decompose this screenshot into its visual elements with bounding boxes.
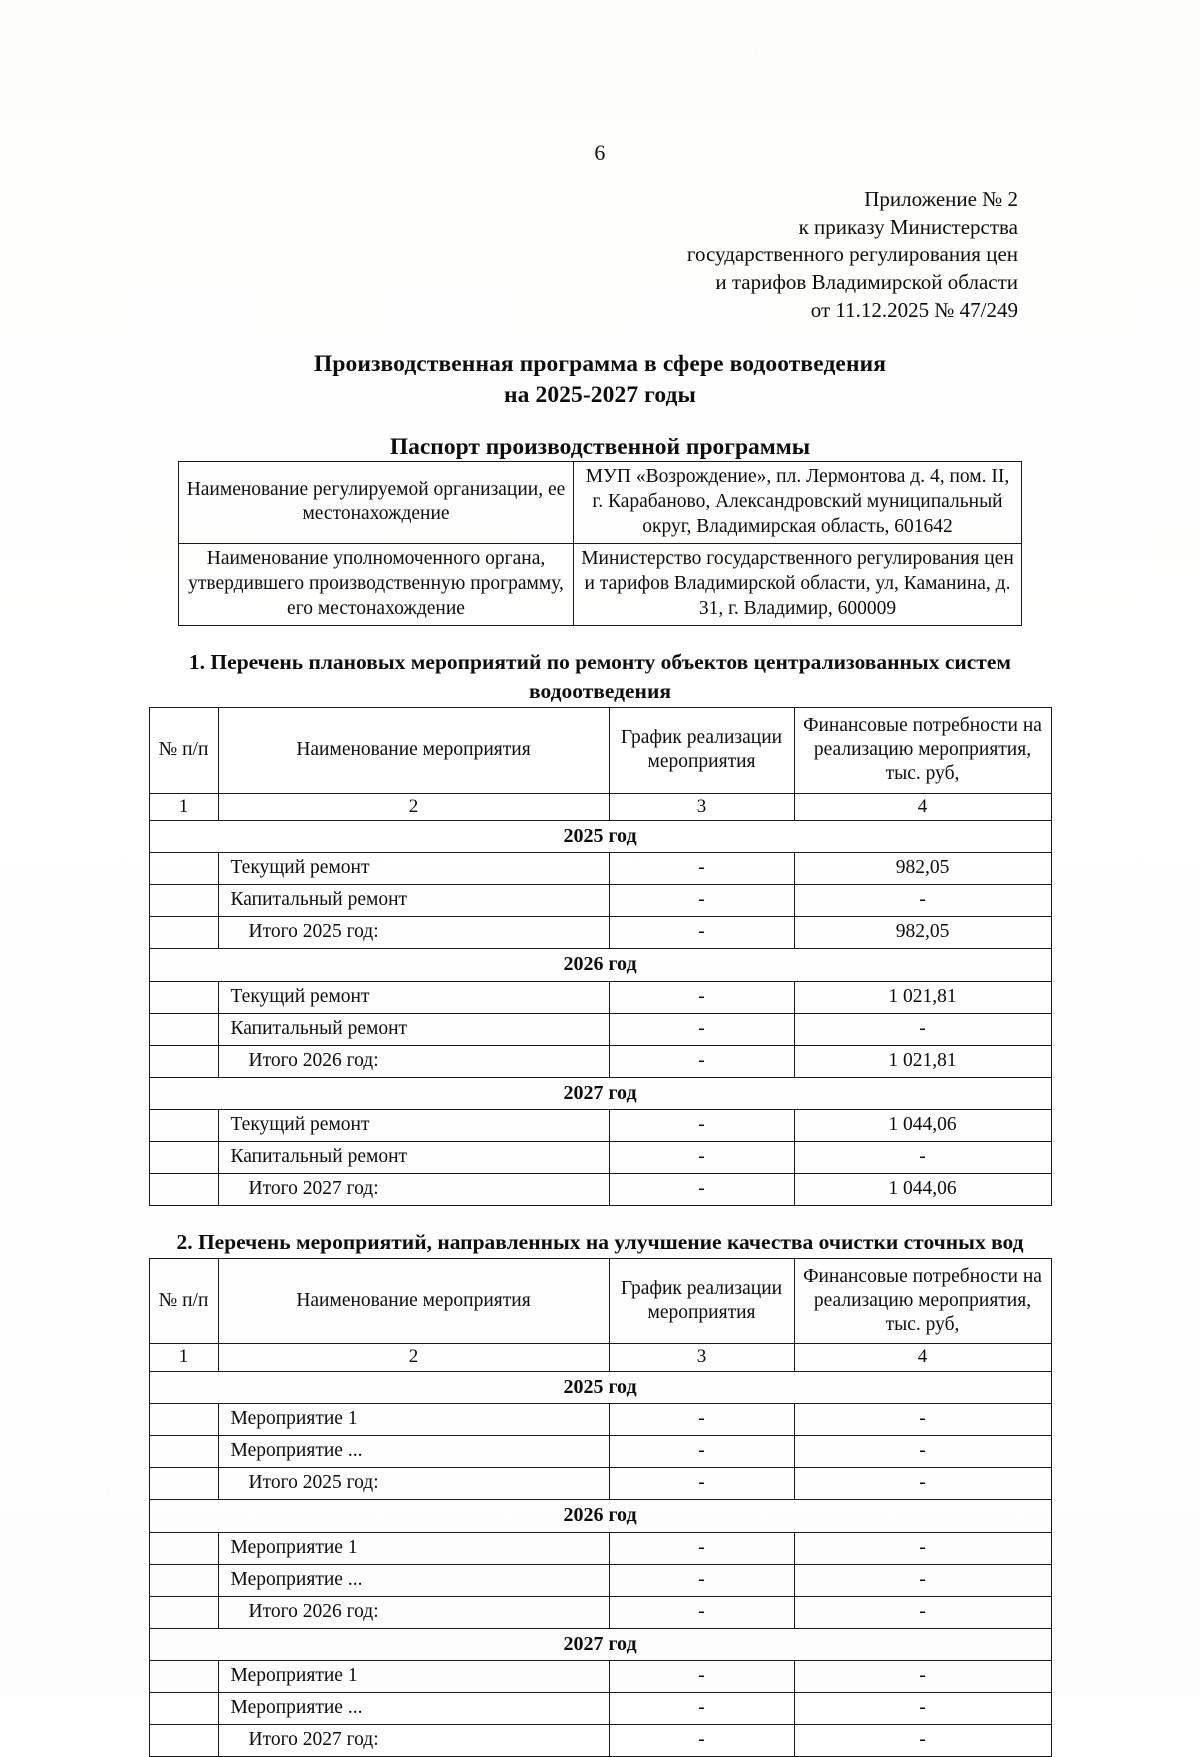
row-no bbox=[149, 885, 218, 917]
table-header-row bbox=[149, 1258, 1051, 1344]
row-finance: 1 044,06 bbox=[794, 1174, 1051, 1206]
table-row bbox=[149, 1532, 1051, 1564]
table-row bbox=[149, 1436, 1051, 1468]
column-header-finance: Финансовые потребности на реализацию мероприятия, тыс. руб, bbox=[794, 708, 1051, 794]
row-name: Мероприятие 1 bbox=[218, 1661, 609, 1693]
row-name: Итого 2027 год: bbox=[218, 1174, 609, 1206]
table-row bbox=[149, 885, 1051, 917]
row-no bbox=[149, 1725, 218, 1757]
table-row bbox=[149, 1110, 1051, 1142]
row-finance: - bbox=[794, 1532, 1051, 1564]
passport-label-organization: Наименование регулируемой организации, ее местонахождение bbox=[179, 462, 574, 544]
row-schedule: - bbox=[609, 853, 794, 885]
section-1-heading: 1. Перечень плановых мероприятий по ремонту объектов централизованных систем водоотведения bbox=[188, 649, 1012, 704]
row-finance: 1 021,81 bbox=[794, 1045, 1051, 1077]
table-row bbox=[149, 1693, 1051, 1725]
row-name: Капитальный ремонт bbox=[218, 1013, 609, 1045]
year-band-row bbox=[149, 820, 1051, 853]
section-1-table bbox=[149, 707, 1052, 1206]
row-name: Итого 2027 год: bbox=[218, 1725, 609, 1757]
passport-label-authority: Наименование уполномоченного органа, утвердившего производственную программу, его местонахождение bbox=[179, 543, 574, 625]
row-finance: 982,05 bbox=[794, 917, 1051, 949]
column-header-no: № п/п bbox=[149, 708, 218, 794]
column-header-schedule: График реализации мероприятия bbox=[609, 708, 794, 794]
year-label-2026: 2026 год bbox=[149, 949, 1051, 982]
row-schedule: - bbox=[609, 1468, 794, 1500]
row-name: Текущий ремонт bbox=[218, 853, 609, 885]
document-title-line-1: Производственная программа в сфере водоотведения bbox=[313, 350, 887, 377]
row-name: Мероприятие ... bbox=[218, 1693, 609, 1725]
row-schedule: - bbox=[609, 1725, 794, 1757]
table-total-row bbox=[149, 917, 1051, 949]
year-band-row bbox=[149, 1371, 1051, 1404]
page-number: 6 bbox=[594, 140, 606, 165]
row-no bbox=[149, 1110, 218, 1142]
appendix-line-2: к приказу Министерства bbox=[798, 214, 1018, 239]
table-total-row bbox=[149, 1596, 1051, 1628]
row-schedule: - bbox=[609, 1596, 794, 1628]
row-finance: - bbox=[794, 885, 1051, 917]
row-schedule: - bbox=[609, 1532, 794, 1564]
row-no bbox=[149, 1564, 218, 1596]
row-name: Итого 2025 год: bbox=[218, 1468, 609, 1500]
row-schedule: - bbox=[609, 917, 794, 949]
column-number-2: 2 bbox=[218, 793, 609, 820]
appendix-line-5: от 11.12.2025 № 47/249 bbox=[810, 297, 1018, 322]
row-schedule: - bbox=[609, 1661, 794, 1693]
table-row bbox=[179, 462, 1022, 544]
column-number-3: 3 bbox=[609, 793, 794, 820]
row-finance: - bbox=[794, 1142, 1051, 1174]
row-no bbox=[149, 1404, 218, 1436]
row-finance: 1 044,06 bbox=[794, 1110, 1051, 1142]
column-number-4: 4 bbox=[794, 1344, 1051, 1371]
row-finance: - bbox=[794, 1725, 1051, 1757]
row-schedule: - bbox=[609, 1564, 794, 1596]
year-band-row bbox=[149, 949, 1051, 982]
year-band-row bbox=[149, 1500, 1051, 1533]
table-header-row bbox=[149, 708, 1051, 794]
row-name: Итого 2026 год: bbox=[218, 1045, 609, 1077]
row-schedule: - bbox=[609, 1045, 794, 1077]
column-header-no: № п/п bbox=[149, 1258, 218, 1344]
row-schedule: - bbox=[609, 885, 794, 917]
section-2-table bbox=[149, 1258, 1052, 1757]
row-no bbox=[149, 1436, 218, 1468]
row-name: Текущий ремонт bbox=[218, 1110, 609, 1142]
section-2-heading: 2. Перечень мероприятий, направленных на улучшение качества очистки сточных вод bbox=[176, 1230, 1024, 1255]
table-row bbox=[149, 1564, 1051, 1596]
year-label-2027: 2027 год bbox=[149, 1628, 1051, 1661]
row-schedule: - bbox=[609, 1013, 794, 1045]
row-finance: - bbox=[794, 1404, 1051, 1436]
passport-value-organization: МУП «Возрождение», пл. Лермонтова д. 4, пом. II, г. Карабаново, Александровский муниципальный округ, Владимирская область, 601642 bbox=[574, 462, 1022, 544]
appendix-line-3: государственного регулирования цен bbox=[686, 242, 1018, 267]
passport-table bbox=[178, 461, 1022, 626]
row-name: Капитальный ремонт bbox=[218, 1142, 609, 1174]
column-number-2: 2 bbox=[218, 1344, 609, 1371]
row-schedule: - bbox=[609, 1436, 794, 1468]
table-row bbox=[149, 1142, 1051, 1174]
year-band-row bbox=[149, 1077, 1051, 1110]
row-schedule: - bbox=[609, 1174, 794, 1206]
document-title-line-2: на 2025-2027 годы bbox=[504, 382, 696, 409]
row-no bbox=[149, 1174, 218, 1206]
column-header-schedule: График реализации мероприятия bbox=[609, 1258, 794, 1344]
document-title bbox=[0, 349, 1200, 412]
year-label-2027: 2027 год bbox=[149, 1077, 1051, 1110]
table-total-row bbox=[149, 1468, 1051, 1500]
table-total-row bbox=[149, 1725, 1051, 1757]
row-finance: - bbox=[794, 1661, 1051, 1693]
row-finance: - bbox=[794, 1468, 1051, 1500]
appendix-line-4: и тарифов Владимирской области bbox=[715, 270, 1018, 295]
table-row bbox=[179, 543, 1022, 625]
year-label-2025: 2025 год bbox=[149, 1371, 1051, 1404]
table-row bbox=[149, 1661, 1051, 1693]
row-finance: - bbox=[794, 1596, 1051, 1628]
column-number-3: 3 bbox=[609, 1344, 794, 1371]
appendix-reference-block bbox=[0, 186, 1200, 325]
row-no bbox=[149, 1013, 218, 1045]
column-number-4: 4 bbox=[794, 793, 1051, 820]
row-finance: - bbox=[794, 1564, 1051, 1596]
row-name: Мероприятие 1 bbox=[218, 1532, 609, 1564]
row-finance: - bbox=[794, 1693, 1051, 1725]
row-name: Итого 2026 год: bbox=[218, 1596, 609, 1628]
year-label-2025: 2025 год bbox=[149, 820, 1051, 853]
row-name: Мероприятие ... bbox=[218, 1564, 609, 1596]
table-total-row bbox=[149, 1174, 1051, 1206]
passport-heading: Паспорт производственной программы bbox=[389, 434, 811, 461]
row-no bbox=[149, 917, 218, 949]
row-name: Итого 2025 год: bbox=[218, 917, 609, 949]
passport-value-authority: Министерство государственного регулирования цен и тарифов Владимирской области, ул, Каманина, д. 31, г. Владимир, 600009 bbox=[574, 543, 1022, 625]
row-schedule: - bbox=[609, 1404, 794, 1436]
column-header-name: Наименование мероприятия bbox=[218, 708, 609, 794]
row-name: Мероприятие ... bbox=[218, 1436, 609, 1468]
year-band-row bbox=[149, 1628, 1051, 1661]
row-no bbox=[149, 853, 218, 885]
table-row bbox=[149, 853, 1051, 885]
column-header-name: Наименование мероприятия bbox=[218, 1258, 609, 1344]
appendix-line-1: Приложение № 2 bbox=[864, 187, 1018, 211]
column-header-finance: Финансовые потребности на реализацию мероприятия, тыс. руб, bbox=[794, 1258, 1051, 1344]
row-finance: - bbox=[794, 1013, 1051, 1045]
row-schedule: - bbox=[609, 981, 794, 1013]
column-number-1: 1 bbox=[149, 793, 218, 820]
row-name: Капитальный ремонт bbox=[218, 885, 609, 917]
column-number-row bbox=[149, 1344, 1051, 1371]
row-no bbox=[149, 1468, 218, 1500]
row-finance: 1 021,81 bbox=[794, 981, 1051, 1013]
row-no bbox=[149, 1142, 218, 1174]
table-row bbox=[149, 981, 1051, 1013]
row-no bbox=[149, 1532, 218, 1564]
row-name: Мероприятие 1 bbox=[218, 1404, 609, 1436]
table-row bbox=[149, 1404, 1051, 1436]
row-no bbox=[149, 1661, 218, 1693]
column-number-row bbox=[149, 793, 1051, 820]
row-schedule: - bbox=[609, 1110, 794, 1142]
table-total-row bbox=[149, 1045, 1051, 1077]
row-no bbox=[149, 1596, 218, 1628]
row-no bbox=[149, 981, 218, 1013]
row-schedule: - bbox=[609, 1142, 794, 1174]
row-name: Текущий ремонт bbox=[218, 981, 609, 1013]
row-schedule: - bbox=[609, 1693, 794, 1725]
row-no bbox=[149, 1693, 218, 1725]
row-no bbox=[149, 1045, 218, 1077]
table-row bbox=[149, 1013, 1051, 1045]
row-finance: - bbox=[794, 1436, 1051, 1468]
year-label-2026: 2026 год bbox=[149, 1500, 1051, 1533]
column-number-1: 1 bbox=[149, 1344, 218, 1371]
row-finance: 982,05 bbox=[794, 853, 1051, 885]
